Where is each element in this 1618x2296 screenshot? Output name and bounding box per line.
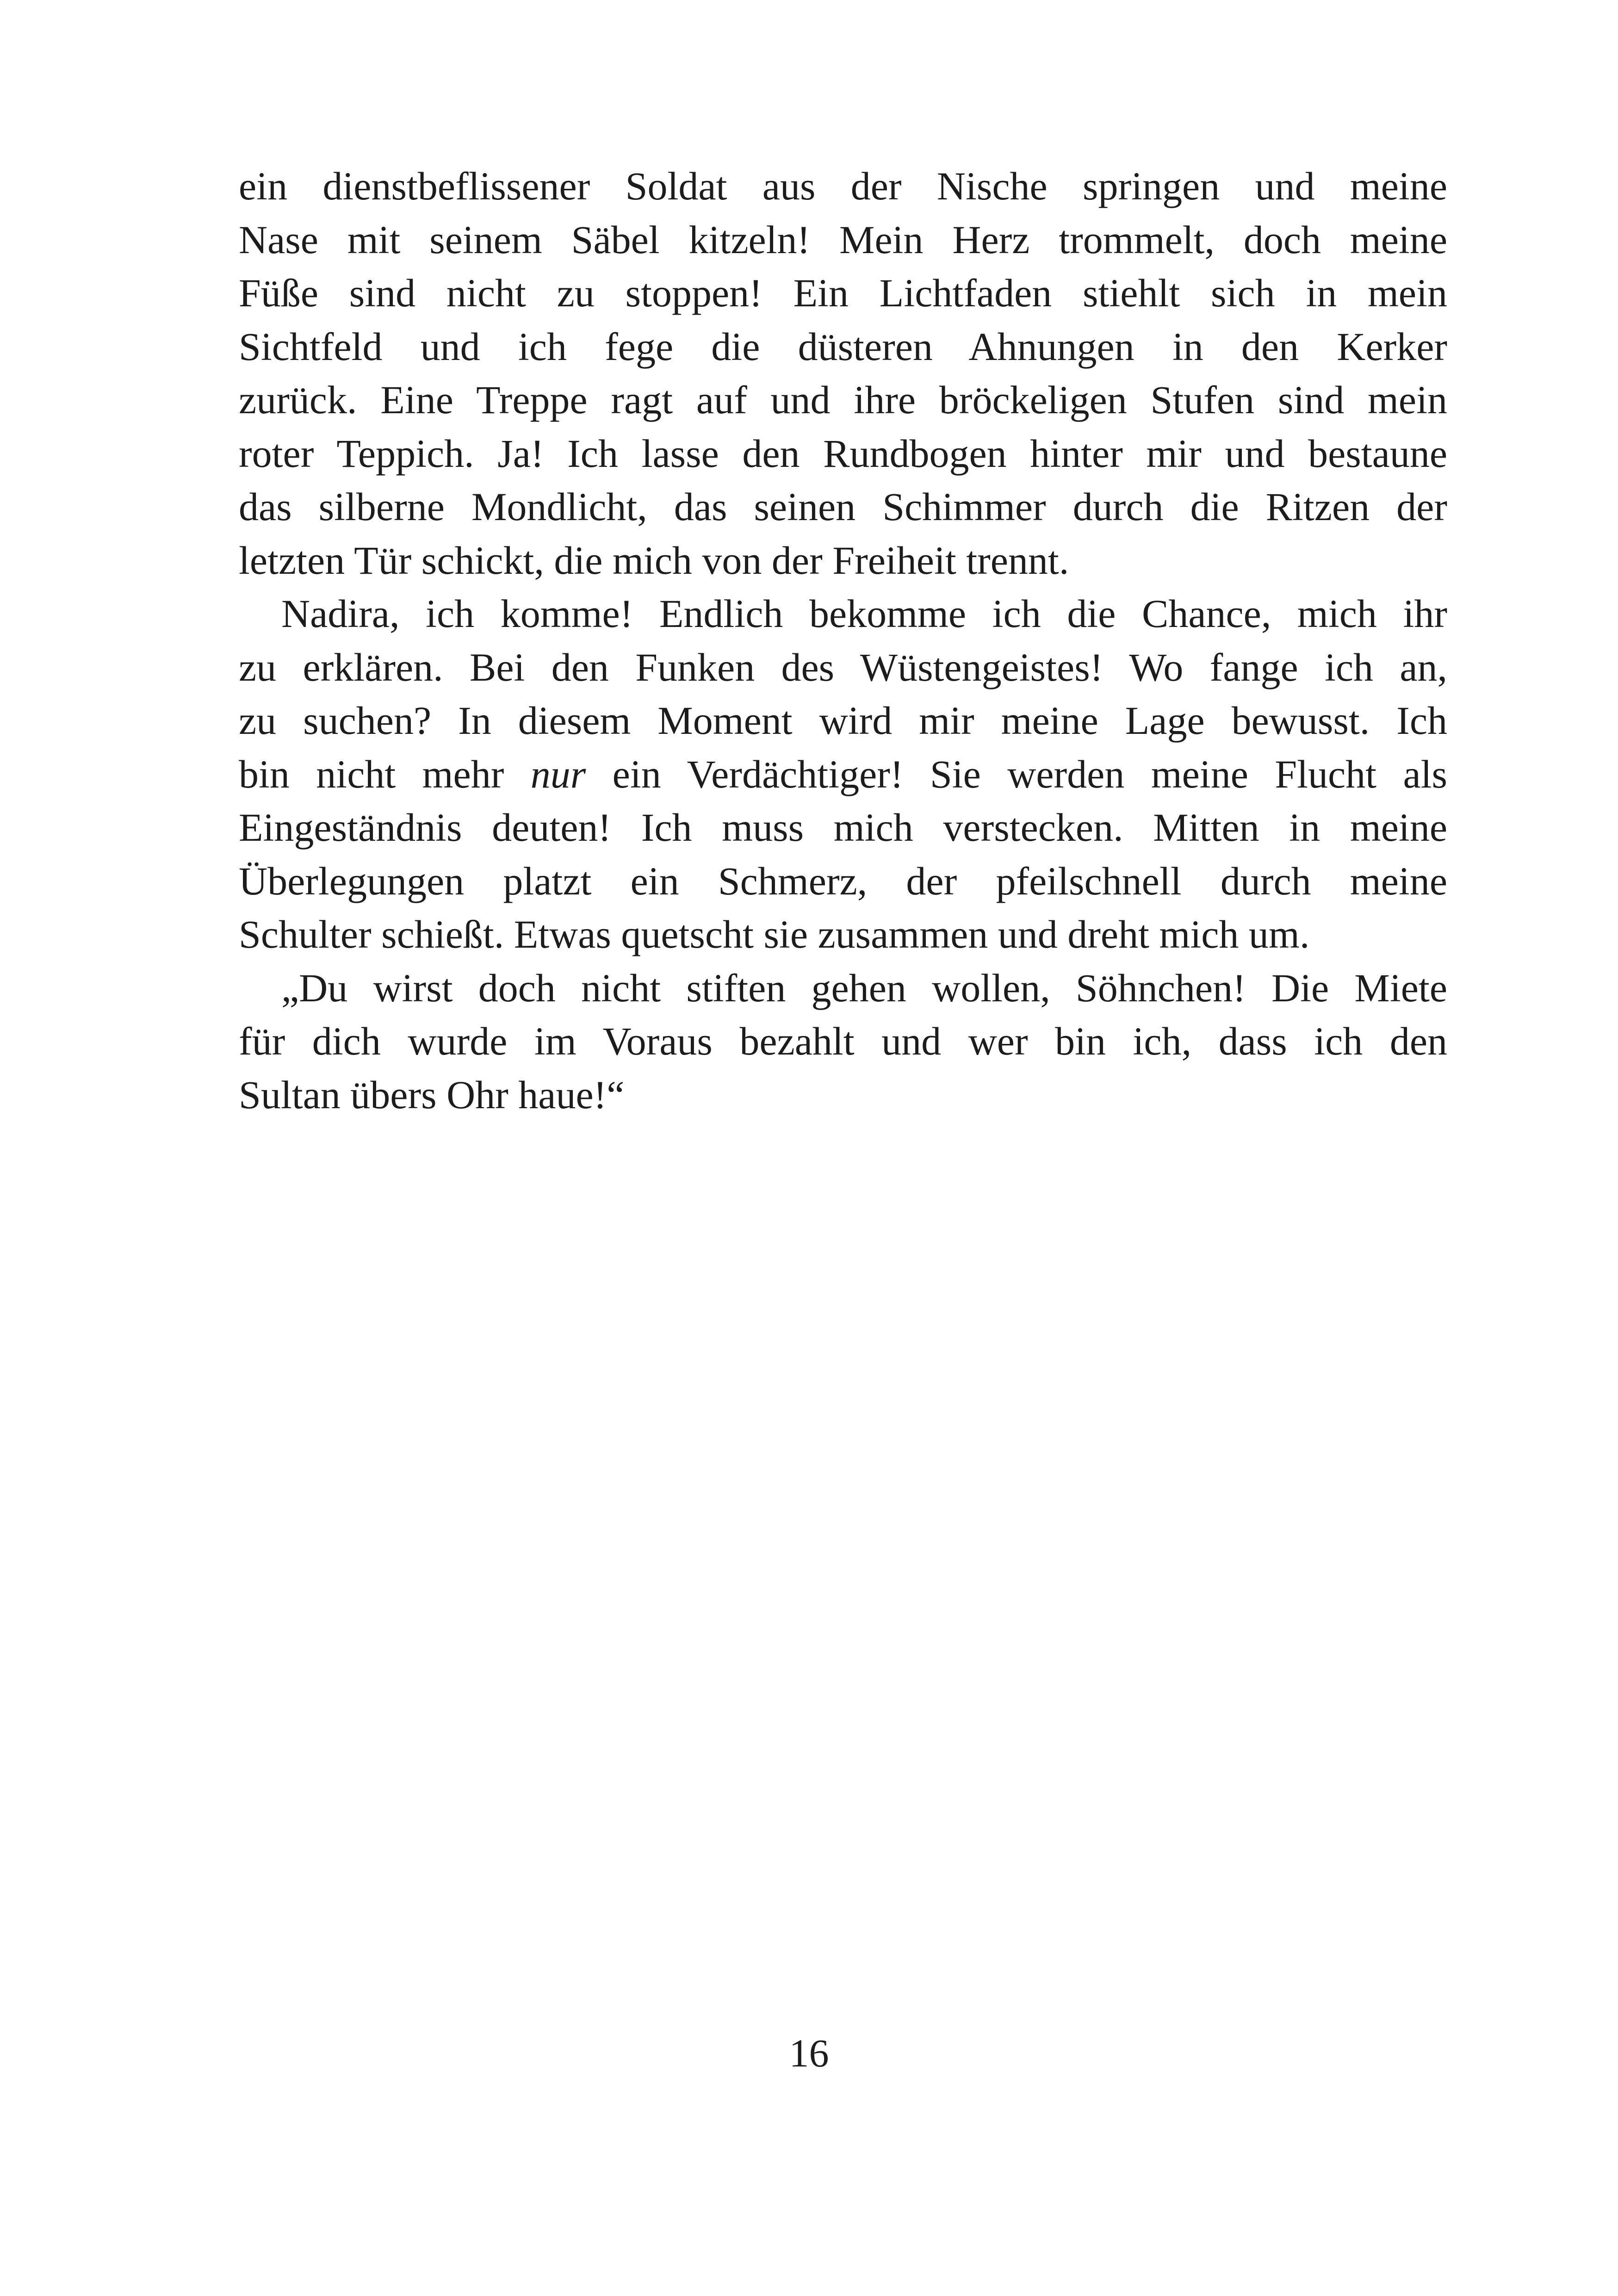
text-line: Sultan übers Ohr haue!“ (239, 1072, 625, 1117)
text-line: Nase mit seinem Säbel kitzeln! Mein Herz trommelt, doch meine (239, 217, 1447, 262)
text-line: zu suchen? In diesem Moment wird mir meine Lage bewusst. Ich (239, 698, 1447, 743)
text-line: zurück. Eine Treppe ragt auf und ihre bröckeligen Stufen sind mein (239, 378, 1447, 422)
text-run: bin nicht mehr (239, 751, 531, 796)
text-line: Eingeständnis deuten! Ich muss mich verstecken. Mitten in meine (239, 805, 1447, 850)
text-line: roter Teppich. Ja! Ich lasse den Rundbogen hinter mir und bestaune (239, 431, 1447, 476)
text-line: Sichtfeld und ich fege die düsteren Ahnungen in den Kerker (239, 324, 1447, 369)
text-line: Schulter schießt. Etwas quetscht sie zusammen und dreht mich um. (239, 912, 1310, 956)
paragraph-2 (239, 587, 1447, 962)
paragraph-1 (239, 160, 1447, 587)
text-run: ein Verdächtiger! Sie werden meine Flucht als (586, 751, 1447, 796)
body-text (239, 160, 1447, 1122)
emphasized-word: nur (530, 751, 586, 796)
text-line: Füße sind nicht zu stoppen! Ein Lichtfaden stiehlt sich in mein (239, 271, 1447, 315)
text-line (239, 748, 1447, 801)
text-line: „Du wirst doch nicht stiften gehen wollen, Söhnchen! Die Miete (281, 965, 1447, 1010)
text-line: Nadira, ich komme! Endlich bekomme ich die Chance, mich ihr (281, 591, 1447, 636)
text-line: ein dienstbeflissener Soldat aus der Nische springen und meine (239, 164, 1447, 208)
text-line: das silberne Mondlicht, das seinen Schimmer durch die Ritzen der (239, 484, 1447, 529)
text-line: Überlegungen platzt ein Schmerz, der pfeilschnell durch meine (239, 858, 1447, 903)
page-number: 16 (789, 2031, 829, 2075)
text-line: zu erklären. Bei den Funken des Wüstengeistes! Wo fange ich an, (239, 645, 1447, 689)
paragraph-3 (239, 962, 1447, 1122)
text-line: letzten Tür schickt, die mich von der Freiheit trennt. (239, 538, 1069, 583)
text-line: für dich wurde im Voraus bezahlt und wer bin ich, dass ich den (239, 1019, 1447, 1063)
